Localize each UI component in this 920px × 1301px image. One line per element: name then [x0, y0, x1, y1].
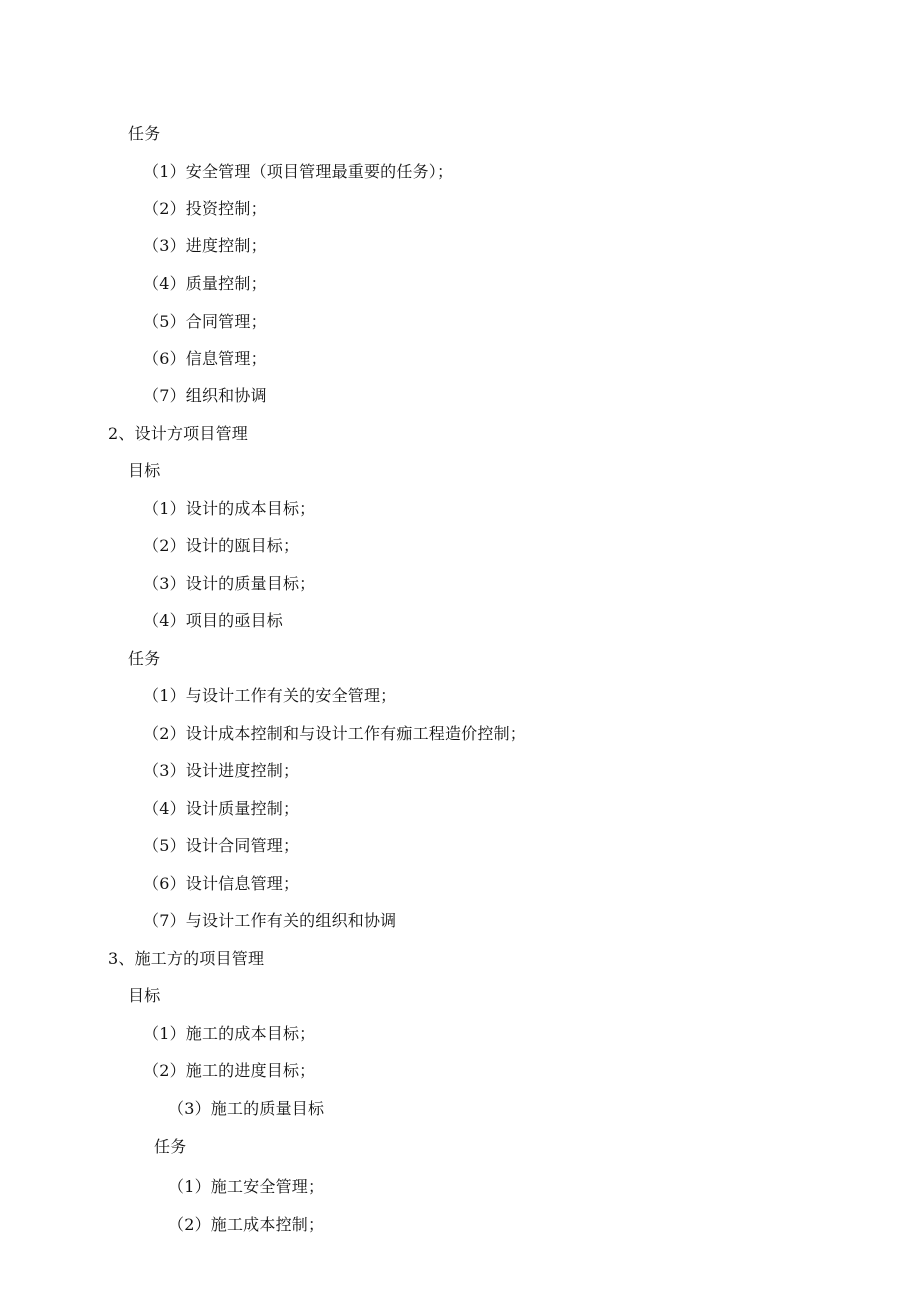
list-item: （2）施工的进度目标； [143, 1061, 316, 1080]
list-item: （1）安全管理（项目管理最重要的任务）； [143, 162, 454, 181]
list-item: （6）信息管理； [143, 349, 267, 368]
task-heading: 任务 [128, 649, 161, 668]
list-item: （1）与设计工作有关的安全管理； [143, 686, 397, 705]
section-heading: 3、施工方的项目管理 [108, 949, 265, 968]
list-item: （5）合同管理； [143, 312, 267, 331]
list-item: （1）施工安全管理； [168, 1177, 325, 1196]
list-item: （3）进度控制； [143, 236, 267, 255]
list-item: （4）质量控制； [143, 274, 267, 293]
goal-heading: 目标 [128, 986, 161, 1005]
list-item: （5）设计合同管理； [143, 836, 300, 855]
list-item: （4）设计质量控制； [143, 799, 300, 818]
list-item: （7）与设计工作有关的组织和协调 [143, 911, 397, 930]
list-item: （3）施工的质量目标 [168, 1099, 325, 1118]
list-item: （3）设计进度控制； [143, 761, 300, 780]
goal-heading: 目标 [128, 461, 161, 480]
task-heading: 任务 [128, 124, 161, 143]
list-item: （1）设计的成本目标； [143, 499, 316, 518]
list-item: （1）施工的成本目标； [143, 1024, 316, 1043]
list-item: （2）设计成本控制和与设计工作有痂工程造价控制； [143, 724, 526, 743]
section-heading: 2、设计方项目管理 [108, 424, 248, 443]
list-item: （2）投资控制； [143, 199, 267, 218]
list-item: （2）设计的瓯目标； [143, 536, 300, 555]
list-item: （4）项目的亟目标 [143, 611, 283, 630]
list-item: （6）设计信息管理； [143, 874, 300, 893]
list-item: （3）设计的质量目标； [143, 574, 316, 593]
task-heading: 任务 [154, 1137, 187, 1156]
list-item: （7）组织和协调 [143, 386, 267, 405]
list-item: （2）施工成本控制； [168, 1215, 325, 1234]
